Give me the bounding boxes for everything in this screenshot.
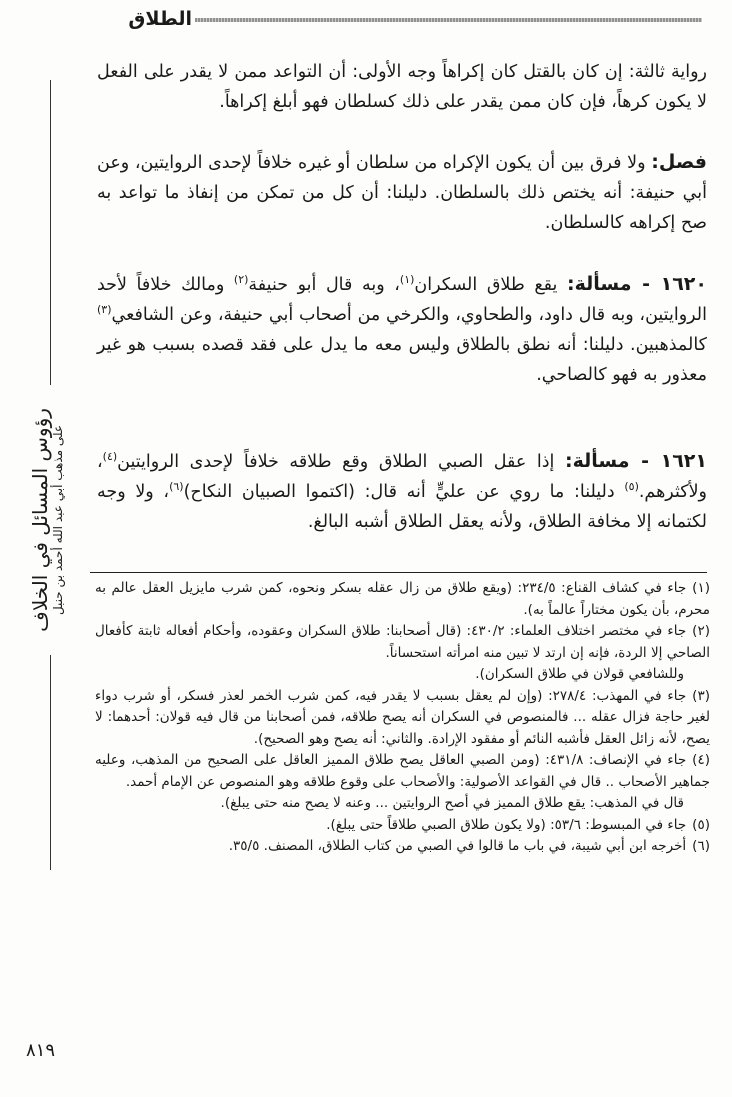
- header-rule: [195, 18, 702, 22]
- footnote-number: (٥): [692, 816, 710, 833]
- footnote-3: [95, 686, 710, 751]
- footnote-continuation: وللشافعي قولان في طلاق السكران).: [475, 666, 684, 682]
- footnote-ref-5[interactable]: (٥): [624, 480, 639, 494]
- issue-1620-text-a: يقع طلاق السكران: [414, 275, 558, 295]
- footnote-5: [95, 815, 710, 837]
- paragraph-section: [97, 147, 707, 238]
- side-book-title-sub: على مذهب أبي عبد الله أحمد بن حنبل: [51, 424, 65, 616]
- footnote-1: [95, 578, 710, 621]
- footnote-text: جاء في المهذب: ٢٧٨/٤: (وإن لم يعقل بسبب لا يقدر فيه، كمن شرب الخمر لعذر فسكر، أو شرب دواء لغير حاجة فزال عقله ... فالمنصوص في السكران أنه يصح طلاقه، فمن أصحابنا من قال فيه قولان: أحدهما: لا يصح، لأنه زائل العقل فأشبه النائم أو مفقود الإرادة. والثاني: أنه يصح وهو الصحيح).: [95, 687, 710, 747]
- paragraph-issue-1621: [97, 446, 707, 537]
- section-heading: فصل:: [651, 151, 707, 173]
- section-text: ولا فرق بين أن يكون الإكراه من سلطان أو غيره خلافاً لإحدى الروايتين، وعن أبي حنيفة: أنه يختص ذلك بالسلطان. دليلنا: أن كل من تمكن من إنفاذ ما تواعد به صح إكراهه كالسلطان.: [97, 153, 707, 233]
- side-book-title: [29, 408, 65, 632]
- footnote-text: جاء في الإنصاف: ٤٣١/٨: (ومن الصبي العاقل يصح طلاق المميز العاقل على الصحيح من المذهب، وعليه جماهير الأصحاب .. قال في القواعد الأصولية: والأصحاب على وقوع طلاقه وهو المنصوص عن الإمام أحمد.: [95, 752, 710, 790]
- issue-1620-text-b: ، وبه قال أبو حنيفة: [248, 275, 400, 295]
- paragraph-issue-1620: [97, 269, 707, 390]
- issue-1620-heading: ١٦٢٠ - مسألة:: [566, 273, 707, 295]
- footnote-ref-3[interactable]: (٣): [97, 303, 112, 317]
- footnote-ref-2[interactable]: (٢): [233, 273, 249, 287]
- footnote-4: [95, 750, 710, 815]
- issue-1620-text-d: كالمذهبين. دليلنا: أنه نطق بالطلاق وليس معه ما يدل على فقد قصده بسبب هو غير معذور به فهو كالصاحي.: [97, 335, 707, 385]
- issue-1621-text-d: ، ولا وجه لكتمانه إلا مخافة الطلاق، ولأنه يعقل الطلاق أشبه البالغ.: [97, 482, 707, 532]
- footnote-6: [95, 836, 710, 858]
- footnote-text: جاء في المبسوط: ٥٣/٦: (ولا يكون طلاق الصبي طلاقاً حتى يبلغ).: [326, 816, 687, 833]
- footnote-2: [95, 621, 710, 686]
- footnote-number: (٢): [692, 623, 710, 639]
- footnote-number: (٦): [692, 838, 710, 854]
- side-rule-top: [50, 80, 51, 385]
- footnote-number: (٤): [692, 752, 710, 768]
- footnote-continuation: قال في المذهب: يقع طلاق المميز في أصح الروايتين ... وعنه لا يصح منه حتى يبلغ).: [220, 795, 684, 811]
- footnote-ref-4[interactable]: (٤): [102, 450, 118, 464]
- running-header-title: الطلاق: [128, 8, 192, 30]
- footnote-ref-6[interactable]: (٦): [169, 480, 184, 494]
- footnote-number: (١): [692, 580, 710, 596]
- issue-1621-heading: ١٦٢١ - مسألة:: [564, 450, 707, 472]
- side-rule-bottom: [50, 655, 51, 870]
- footnote-text: جاء في كشاف القناع: ٢٣٤/٥: (ويقع طلاق من زال عقله بسكر ونحوه، كمن شرب مايزيل العقل عالم به محرم، بأن يكون مختاراً عالماً به).: [95, 580, 710, 618]
- footnotes-rule: [90, 572, 707, 573]
- issue-1621-text-b: ، ولأكثرهم.: [97, 452, 707, 502]
- footnote-ref-1[interactable]: (١): [399, 273, 415, 287]
- issue-1621-text-c: دليلنا: ما روي عن عليٍّ أنه قال: (اكتموا الصبيان النكاح): [183, 482, 625, 502]
- page-number: ٨١٩: [26, 1040, 56, 1061]
- footnote-number: (٣): [692, 687, 710, 704]
- footnote-text: جاء في مختصر اختلاف العلماء: ٤٣٠/٢: (قال أصحابنا: طلاق السكران وعقوده، وأحكام أفعاله ثابتة كأفعال الصاحي إلا الردة، فإنه إن ارتد لا تبين منه امرأته استحساناً.: [95, 623, 710, 661]
- issue-1621-text-a: إذا عقل الصبي الطلاق وقع طلاقه خلافاً لإحدى الروايتين: [117, 452, 555, 472]
- issue-1620-text-c: ومالك خلافاً لأحد الروايتين، وبه قال داود، والطحاوي، والكرخي من أصحاب أبي حنيفة، وعن الشافعي: [97, 275, 707, 325]
- footnote-text: أخرجه ابن أبي شيبة، في باب ما قالوا في الصبي من كتاب الطلاق، المصنف. ٣٥/٥.: [228, 838, 687, 854]
- footnotes: [95, 578, 710, 858]
- side-book-title-main: رؤوس المسائل في الخلاف: [28, 408, 52, 632]
- paragraph-third-narration: رواية ثالثة: إن كان بالقتل كان إكراهاً وجه الأولى: أن التواعد ممن لا يقدر على الفعل لا يكون كرهاً، فإن كان ممن يقدر على ذلك كسلطان فهو أبلغ إكراهاً.: [97, 62, 707, 112]
